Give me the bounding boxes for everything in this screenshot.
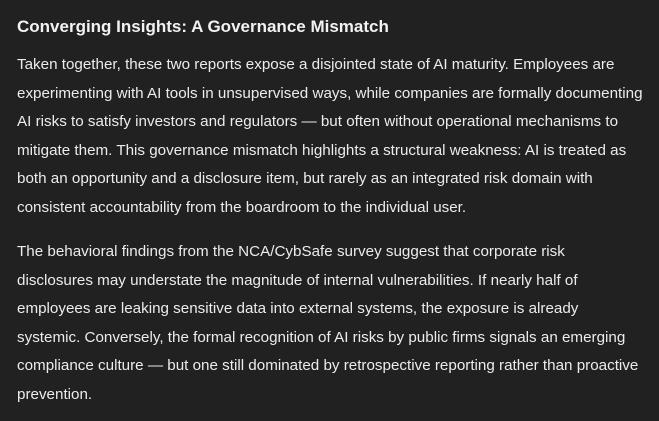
section-heading: Converging Insights: A Governance Mismatch — [17, 17, 389, 36]
paragraph-2: The behavioral findings from the NCA/CybSafe survey suggest that corporate risk disclosures may understate the magnitude of internal vulnerabilities. If nearly half of employees are leaking sensitive data into external systems, the exposure is already systemic. Conversely, the formal recognition of AI risks by public firms signals an emerging compliance culture — but one still dominated by retrospective reporting rather than proactive prevention. — [17, 243, 639, 403]
paragraph-1: Taken together, these two reports expose a disjointed state of AI maturity. Employees are experimenting with AI tools in unsupervised ways, while companies are formally documenting AI risks to satisfy investors and regulators — but often without operational mechanisms to mitigate them. This governance mismatch highlights a structural weakness: AI is treated as both an opportunity and a disclosure item, but rarely as an integrated risk domain with consistent accountability from the boardroom to the individual user. — [17, 56, 643, 216]
